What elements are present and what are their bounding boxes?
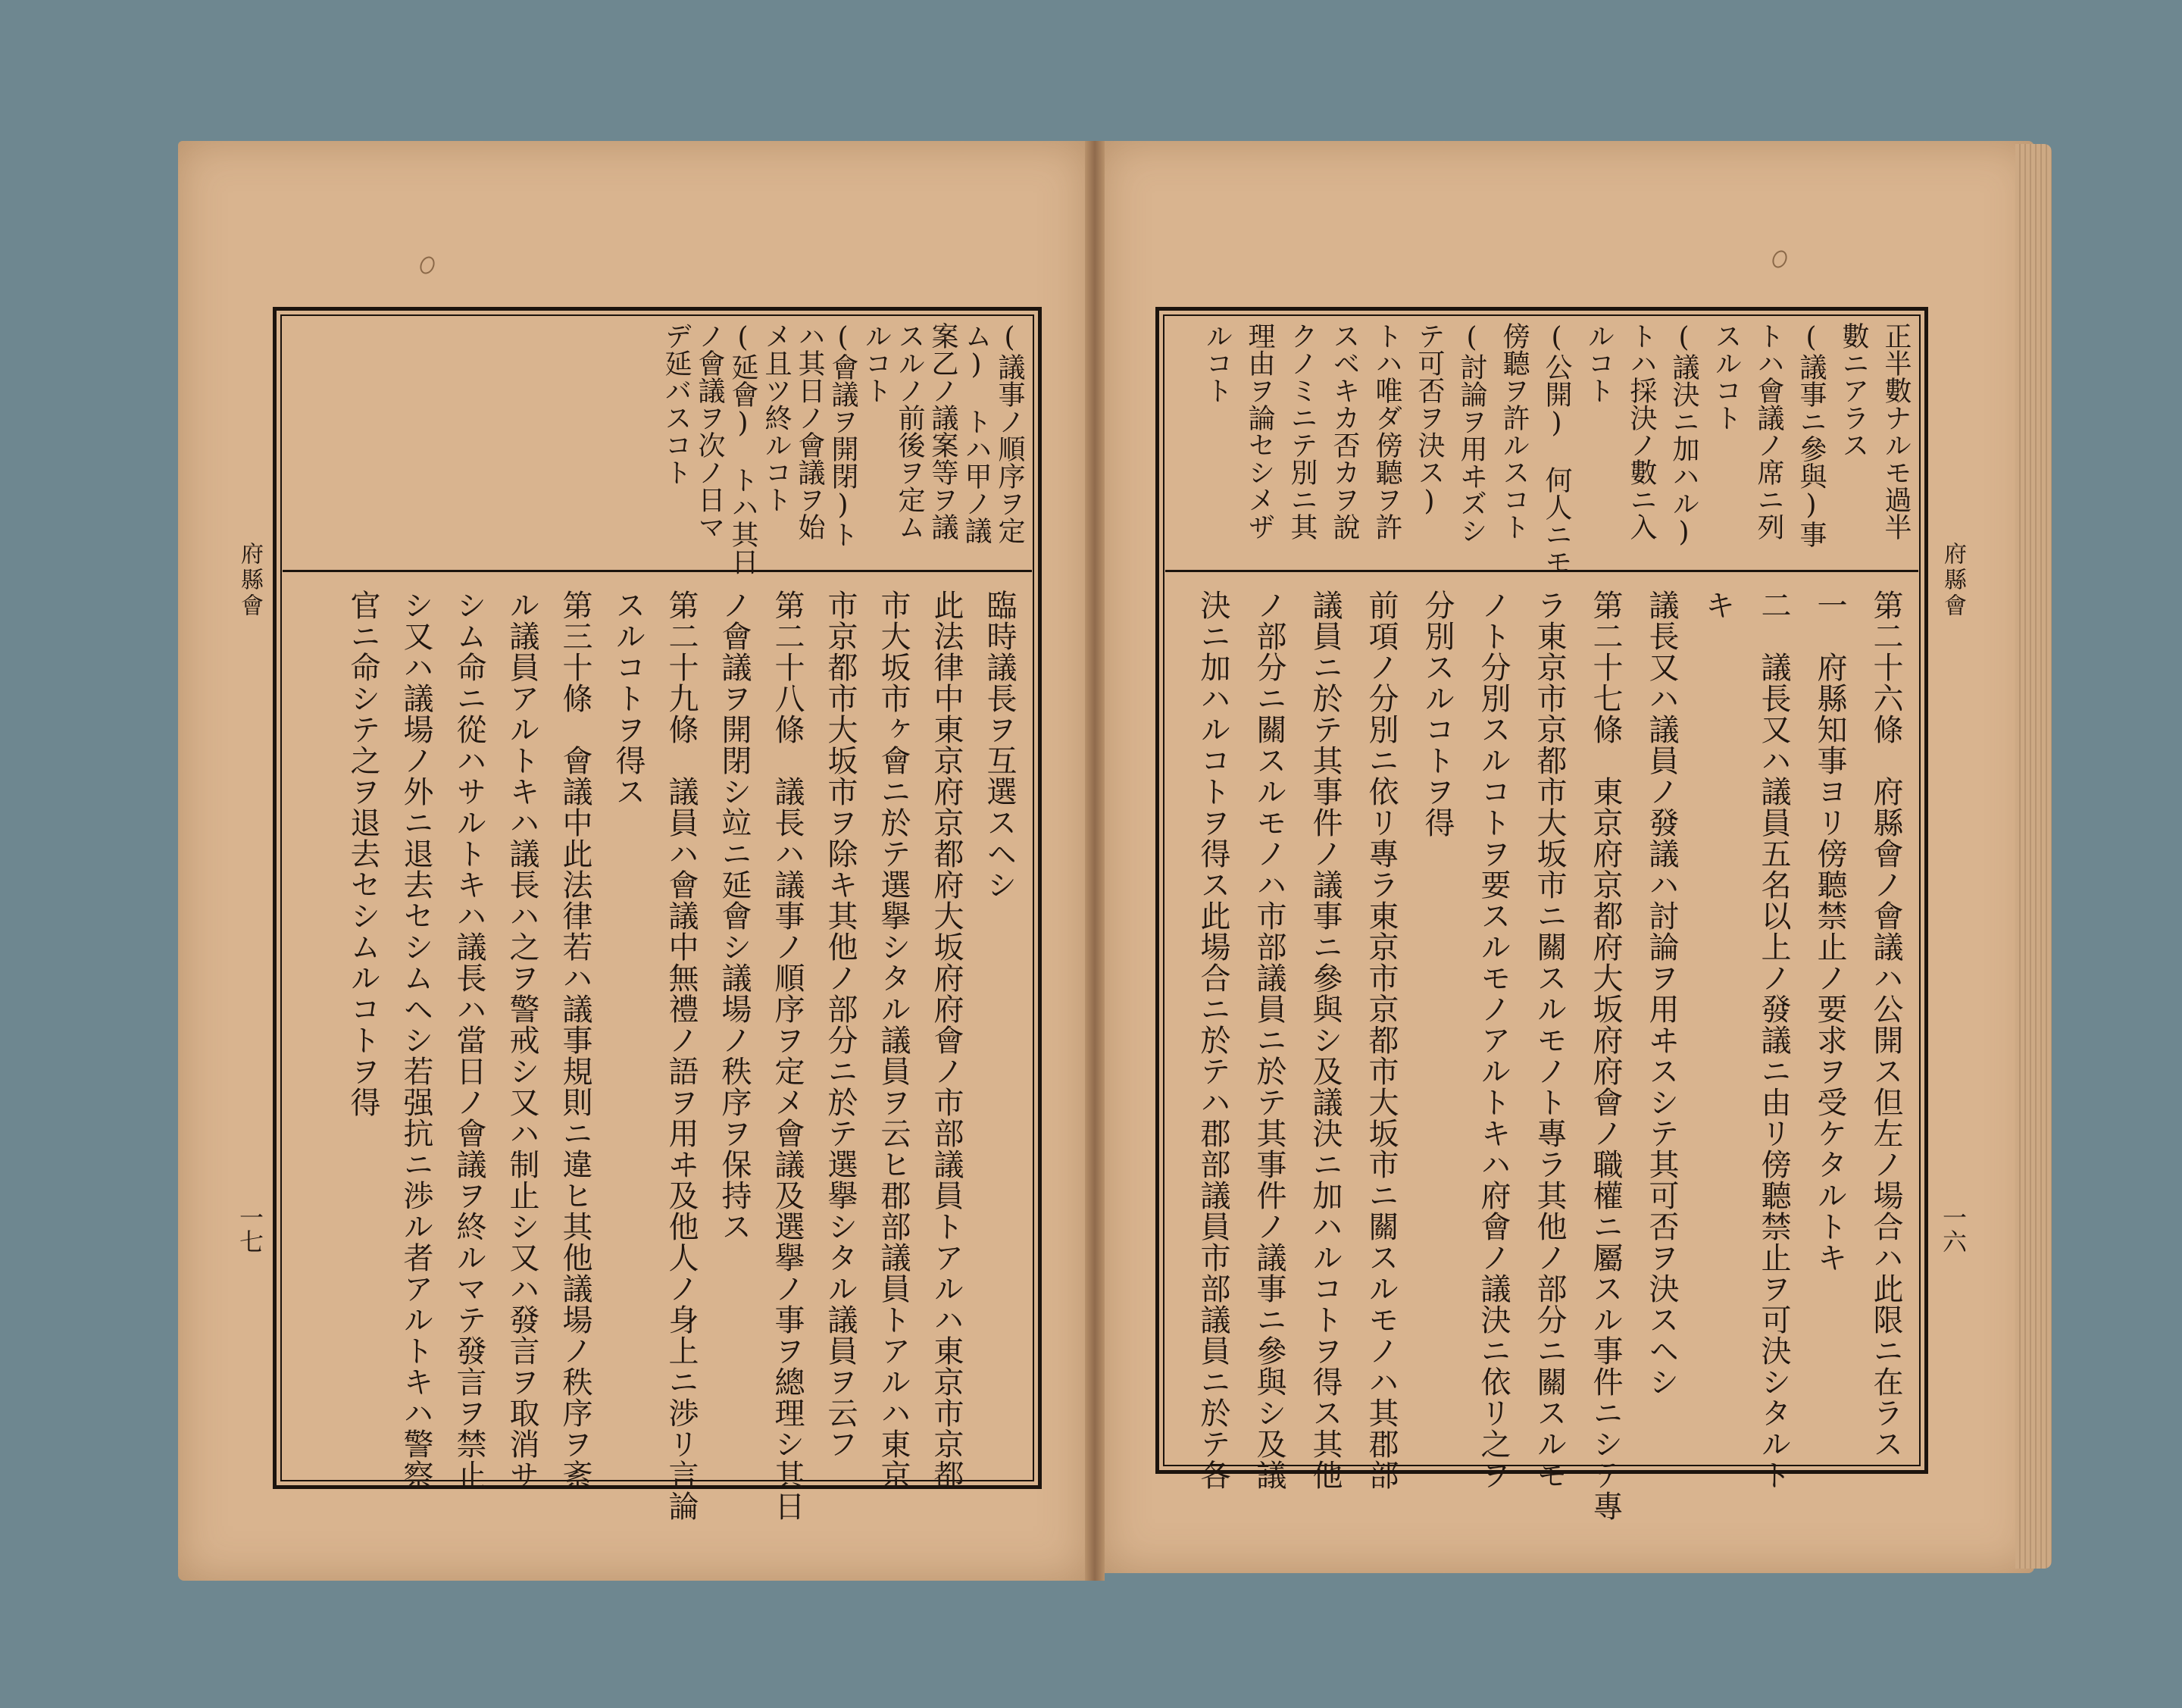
body-text-column: 第二十八條 議長ハ議事ノ順序ヲ定メ會議及選擧ノ事ヲ總理シ其日: [770, 590, 805, 1522]
annotation-column: 理由ヲ論セシメザ: [1244, 322, 1275, 540]
right-running-header: 府縣會: [1940, 542, 1966, 619]
right-page-number: 一六: [1939, 1205, 1968, 1253]
left-running-header: 府縣會: [236, 542, 263, 619]
body-text-column: ノト分別スルコトヲ要スルモノアルトキハ府會ノ議決ニ依リ之ヲ: [1476, 590, 1511, 1491]
annotation-column: テ可否ヲ決ス): [1414, 322, 1445, 517]
body-text-column: 一 府縣知事ヨリ傍聽禁止ノ要求ヲ受ケタルトキ: [1812, 590, 1847, 1273]
body-text-column: 前項ノ分別ニ依リ專ラ東京市京都市大坂市ニ關スルモノハ其郡部: [1364, 590, 1399, 1491]
book-gutter: [1085, 141, 1105, 1581]
annotation-column: ハ其日ノ會議ヲ始: [794, 322, 825, 540]
page-edges: [2015, 144, 2052, 1569]
body-text-column: 官ニ命シテ之ヲ退去セシムルコトヲ得: [345, 590, 380, 1118]
annotation-column: 數ニアラス: [1838, 322, 1869, 458]
left-annotation-divider: [283, 570, 1032, 572]
annotation-column: ルコト: [861, 322, 892, 404]
annotation-column: (討論ヲ用ヰズシ: [1456, 322, 1487, 544]
body-text-column: キ: [1700, 590, 1735, 621]
body-text-column: 此法律中東京府京都府大坂府府會ノ市部議員トアルハ東京市京都: [929, 590, 964, 1491]
annotation-column: スルコト: [1711, 322, 1742, 431]
body-text-column: 第三十條 會議中此法律若ハ議事規則ニ違ヒ其他議場ノ秩序ヲ紊: [558, 590, 592, 1491]
body-text-column: 決ニ加ハルコトヲ得ス此場合ニ於テハ郡部議員市部議員ニ於テ各: [1196, 590, 1230, 1491]
annotation-column: スベキカ否カヲ說: [1329, 322, 1360, 540]
body-text-column: シム命ニ從ハサルトキハ議長ハ當日ノ會議ヲ終ルマテ發言ヲ禁止: [452, 590, 486, 1491]
body-text-column: シ又ハ議場ノ外ニ退去セシムヘシ若强抗ニ渉ル者アルトキハ警察: [399, 590, 433, 1491]
annotation-column: (會議ヲ開閉)ト: [827, 322, 858, 548]
annotation-column: トハ唯ダ傍聽ヲ許: [1371, 322, 1402, 540]
body-text-column: スルコトヲ得ス: [611, 590, 646, 807]
body-text-column: 議長又ハ議員ノ發議ハ討論ヲ用ヰスシテ其可否ヲ決スヘシ: [1644, 590, 1679, 1397]
body-text-column: 市京都市大坂市ヲ除キ其他ノ部分ニ於テ選擧シタル議員ヲ云フ: [823, 590, 858, 1459]
body-text-column: 議員ニ於テ其事件ノ議事ニ參與シ及議決ニ加ハルコトヲ得ス其他: [1308, 590, 1343, 1491]
annotation-column: クノミニテ別ニ其: [1286, 322, 1318, 540]
annotation-column: (延會) トハ其日: [727, 322, 758, 575]
body-text-column: 臨時議長ヲ互選スヘシ: [982, 590, 1017, 900]
annotation-column: (議決ニ加ハル): [1668, 322, 1699, 548]
annotation-column: メ且ツ終ルコト: [761, 322, 792, 513]
body-text-column: 二 議長又ハ議員五名以上ノ發議ニ由リ傍聽禁止ヲ可決シタルト: [1756, 590, 1791, 1491]
body-text-column: ル議員アルトキハ議長ハ之ヲ警戒シ又ハ制止シ又ハ發言ヲ取消サ: [505, 590, 539, 1491]
annotation-column: (公開) 何人ニモ: [1541, 322, 1572, 575]
annotation-column: ム) トハ甲ノ議: [961, 322, 992, 544]
annotation-column: スルノ前後ヲ定ム: [894, 322, 925, 540]
body-text-column: 分別スルコトヲ得: [1420, 590, 1455, 838]
annotation-column: ノ會議ヲ次ノ日マ: [694, 322, 725, 540]
left-page-number: 一七: [236, 1205, 264, 1253]
body-text-column: ラ東京市京都市大坂市ニ關スルモノト專ラ其他ノ部分ニ關スルモ: [1532, 590, 1567, 1491]
body-text-column: 第二十七條 東京府京都府大坂府府會ノ職權ニ屬スル事件ニシテ專: [1588, 590, 1623, 1522]
annotation-column: トハ會議ノ席ニ列: [1753, 322, 1784, 540]
annotation-column: (議事ノ順序ヲ定: [994, 322, 1025, 544]
annotation-column: 正半數ナルモ過半: [1880, 322, 1912, 540]
body-text-column: ノ部分ニ關スルモノハ市部議員ニ於テ其事件ノ議事ニ參與シ及議: [1252, 590, 1286, 1491]
annotation-column: (議事ニ參與)事: [1796, 322, 1827, 548]
annotation-column: 案乙ノ議案等ヲ議: [927, 322, 958, 540]
annotation-column: 傍聽ヲ許ルスコト: [1499, 322, 1530, 540]
annotation-column: デ延バスコト: [661, 322, 692, 486]
body-text-column: 第二十九條 議員ハ會議中無禮ノ語ヲ用ヰ及他人ノ身上ニ渉リ言論: [664, 590, 699, 1522]
annotation-column: ルコト: [1202, 322, 1233, 404]
annotation-column: ルコト: [1583, 322, 1615, 404]
body-text-column: 市大坂市ヶ會ニ於テ選擧シタル議員ヲ云ヒ郡部議員トアルハ東京: [876, 590, 911, 1491]
annotation-column: トハ採決ノ數ニ入: [1626, 322, 1657, 540]
body-text-column: 第二十六條 府縣會ノ會議ハ公開ス但左ノ場合ハ此限ニ在ラス: [1868, 590, 1903, 1459]
body-text-column: ノ會議ヲ開閉シ竝ニ延會シ議場ノ秩序ヲ保持ス: [717, 590, 752, 1242]
